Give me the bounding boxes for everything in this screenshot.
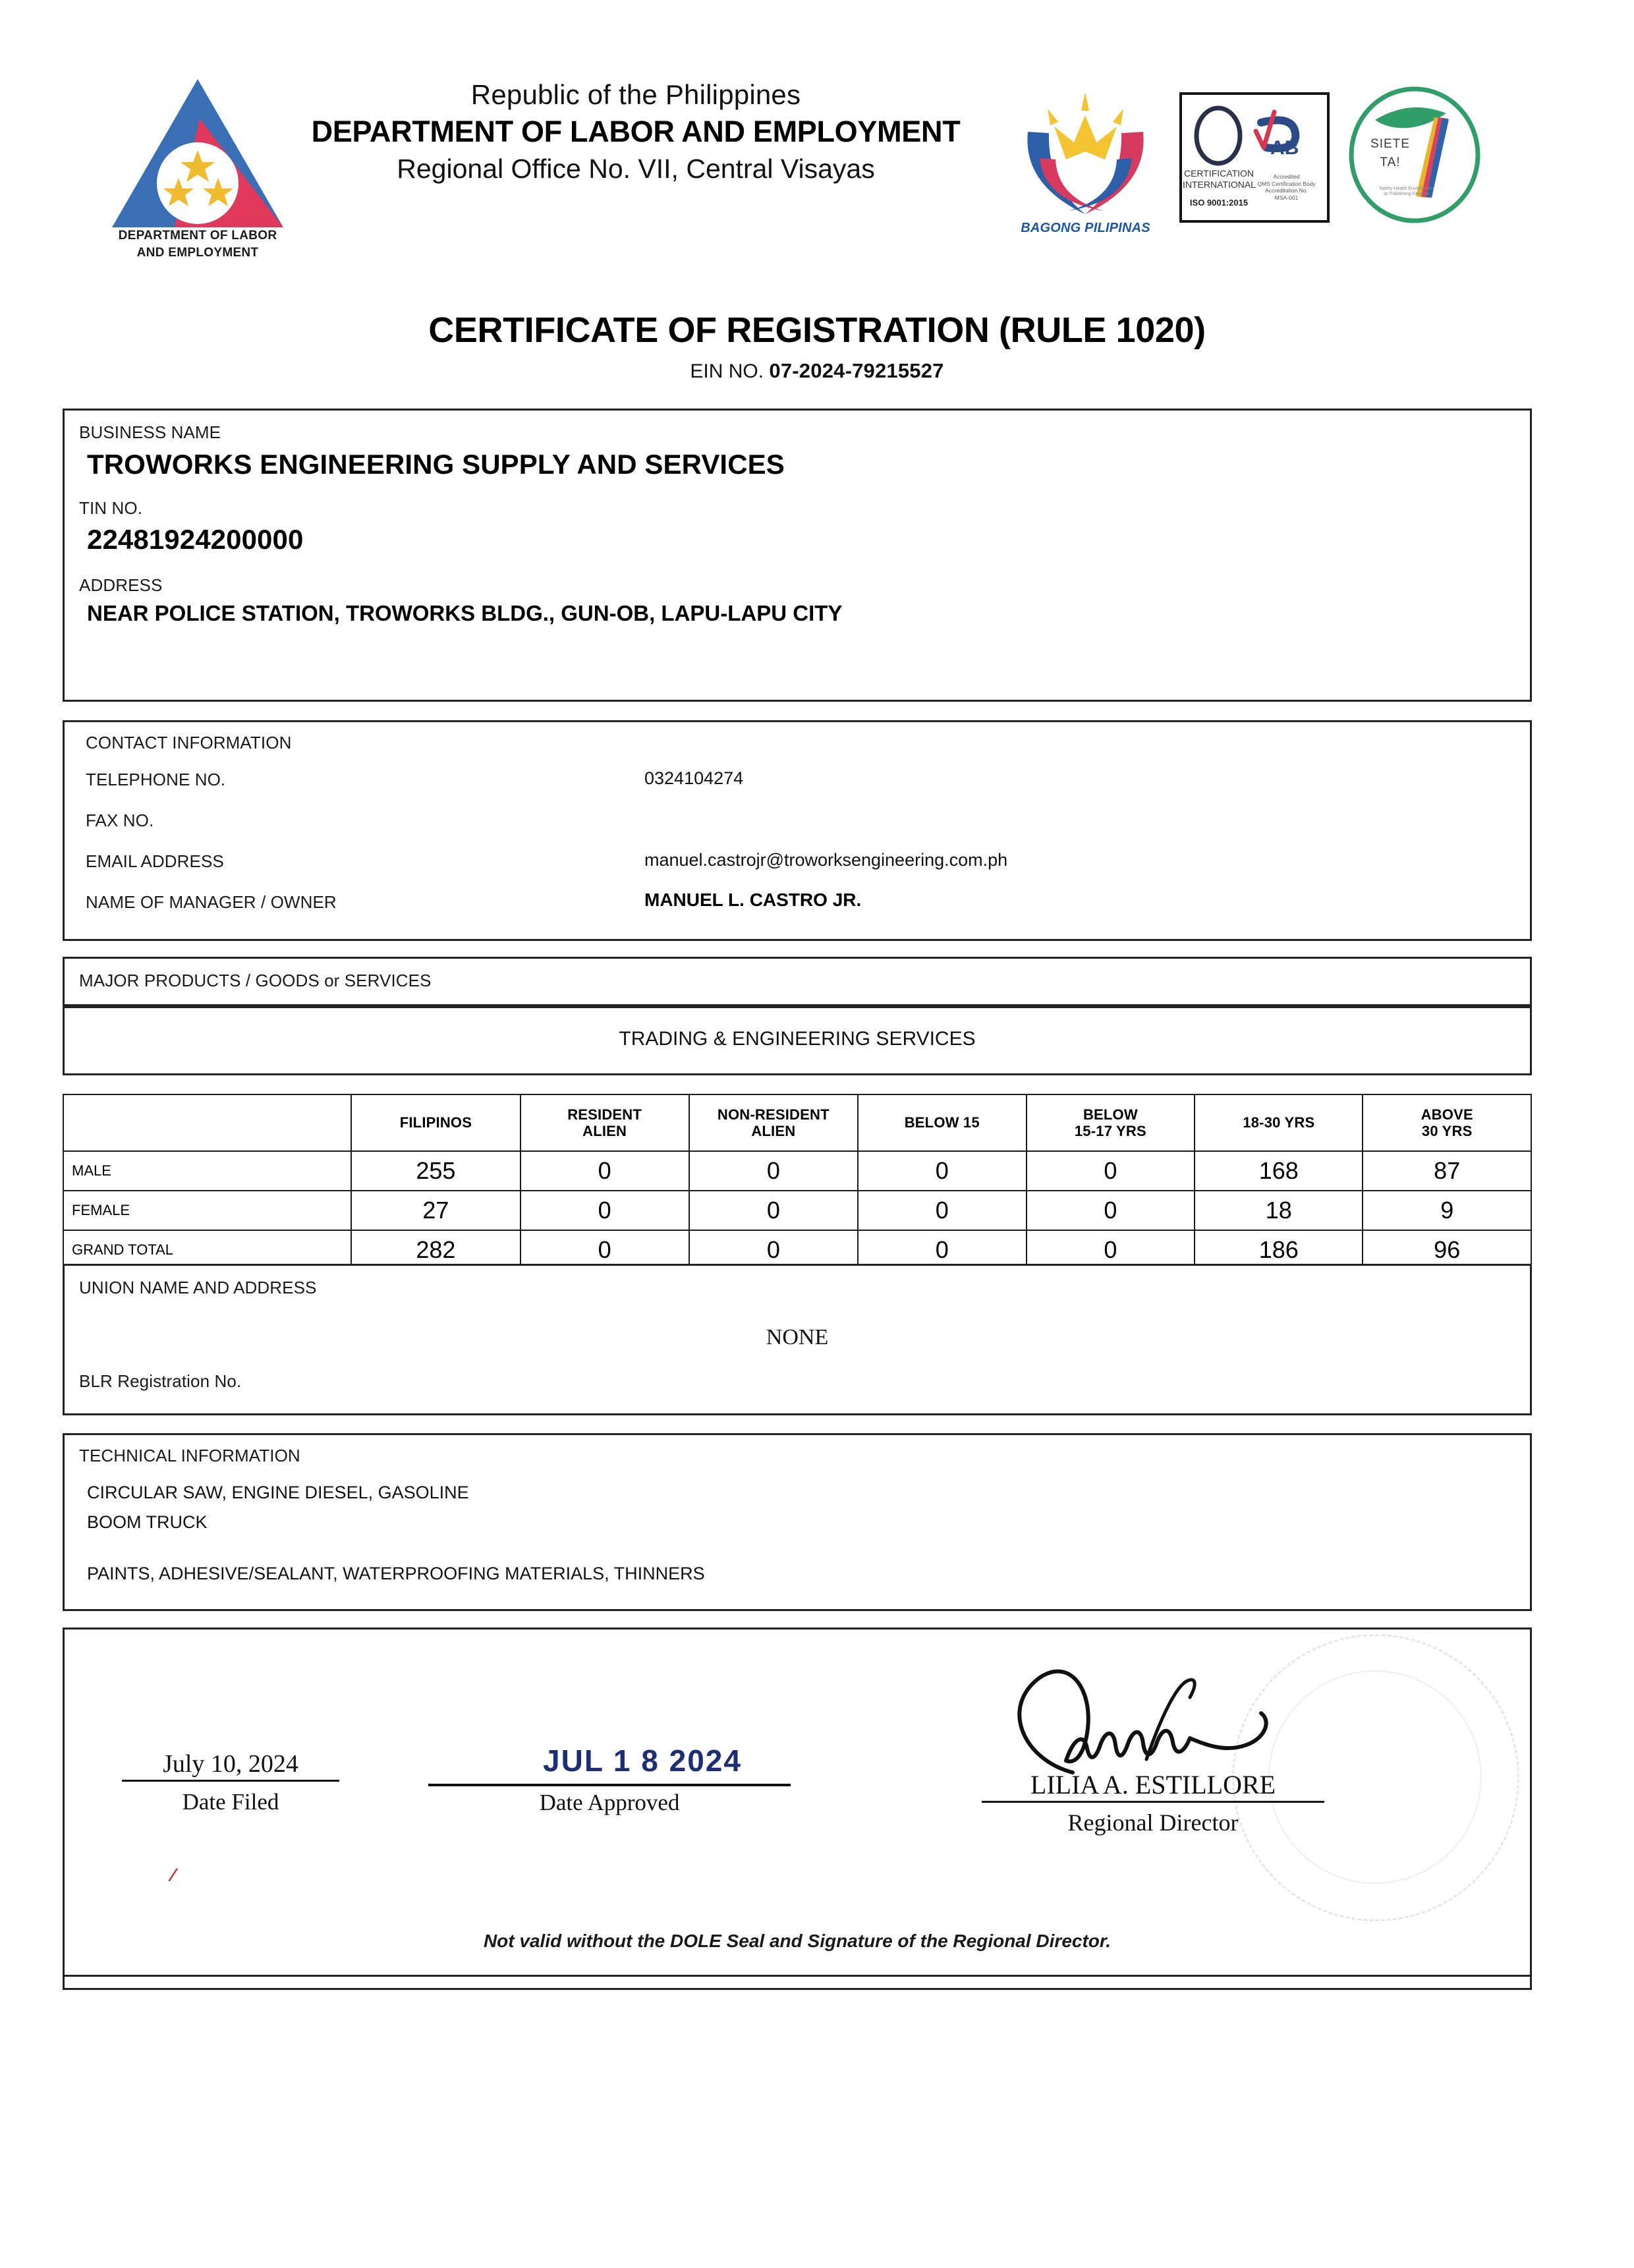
cell-male-below-15-17: 0: [1027, 1151, 1195, 1191]
red-pen-mark-icon: /: [167, 1864, 179, 1887]
cell-male-non-resident-alien: 0: [689, 1151, 858, 1191]
cell-female-filipinos: 27: [351, 1191, 520, 1230]
col-resident-l2: ALIEN: [582, 1123, 627, 1139]
business-info-box: [63, 409, 1532, 702]
business-name-value: TROWORKS ENGINEERING SUPPLY AND SERVICES: [87, 449, 785, 480]
jab-accreditation-label: [1252, 173, 1321, 202]
ein-label: EIN NO.: [690, 360, 764, 382]
address-label: ADDRESS: [79, 575, 163, 595]
ein-number: 07-2024-79215527: [769, 359, 944, 382]
siete-tayo-sublabel: [1357, 186, 1456, 198]
col-below1517-l2: 15-17 YRS: [1074, 1123, 1146, 1139]
col-above30-l2: 30 YRS: [1421, 1123, 1473, 1139]
table-col-blank: [63, 1094, 351, 1151]
table-col-above-30: [1363, 1094, 1531, 1151]
col-1830-l1: 18-30 YRS: [1243, 1114, 1315, 1131]
col-filipinos-l1: FILIPINOS: [399, 1114, 472, 1131]
regional-office-line: Regional Office No. VII, Central Visayas: [397, 154, 875, 184]
jab-line4: MSA-001: [1274, 194, 1299, 201]
major-products-value-box: [63, 1006, 1532, 1075]
date-approved-stamp: JUL 1 8 2024: [543, 1744, 742, 1778]
cell-male-18-30: 168: [1195, 1151, 1363, 1191]
ein-line: [0, 359, 1634, 383]
major-products-label-box: [63, 957, 1532, 1006]
department-line: DEPARTMENT OF LABOR AND EMPLOYMENT: [311, 115, 961, 148]
date-filed-value: July 10, 2024: [122, 1749, 339, 1782]
cell-total-non-resident-alien: 0: [689, 1230, 858, 1270]
cell-female-below-15: 0: [858, 1191, 1027, 1230]
jab-line2: QMS Certification Body: [1257, 180, 1316, 187]
dole-caption-line1: DEPARTMENT OF LABOR: [118, 229, 277, 242]
manager-value: MANUEL L. CASTRO JR.: [644, 890, 862, 910]
business-name-label: BUSINESS NAME: [79, 422, 221, 442]
technical-line-1: CIRCULAR SAW, ENGINE DIESEL, GASOLINE: [87, 1483, 469, 1502]
jab-line1: Accredited: [1273, 173, 1300, 180]
major-products-value: TRADING & ENGINEERING SERVICES: [619, 1028, 976, 1050]
siete-line1: SIETE: [1370, 137, 1410, 151]
table-header-row: [63, 1094, 1531, 1151]
technical-label: TECHNICAL INFORMATION: [79, 1446, 300, 1465]
jab-line3: Accreditation No.: [1265, 187, 1308, 194]
telephone-value: 0324104274: [644, 768, 744, 788]
contact-info-box: [63, 720, 1532, 941]
siete-tayo-label: [1361, 135, 1420, 171]
col-above30-l1: ABOVE: [1421, 1106, 1473, 1123]
svg-text:AB: AB: [1270, 137, 1299, 159]
fax-label: FAX NO.: [86, 810, 154, 830]
union-label: UNION NAME AND ADDRESS: [79, 1278, 317, 1297]
cell-male-resident-alien: 0: [521, 1151, 689, 1191]
cell-male-filipinos: 255: [351, 1151, 520, 1191]
tin-label: TIN NO.: [79, 498, 143, 518]
iso-certification-label: [1183, 168, 1255, 190]
date-filed-label: Date Filed: [182, 1789, 279, 1815]
telephone-label: TELEPHONE NO.: [86, 770, 226, 789]
cell-female-below-15-17: 0: [1027, 1191, 1195, 1230]
row-label-male: MALE: [63, 1151, 351, 1191]
table-row: [63, 1191, 1531, 1230]
table-col-18-30: [1195, 1094, 1363, 1151]
bagong-pilipinas-label: BAGONG PILIPINAS: [1021, 221, 1150, 235]
technical-line-3: PAINTS, ADHESIVE/SEALANT, WATERPROOFING MATERIALS, THINNERS: [87, 1564, 705, 1583]
table-col-below-15: [858, 1094, 1027, 1151]
tin-value: 22481924200000: [87, 524, 304, 555]
cell-male-below-15: 0: [858, 1151, 1027, 1191]
row-label-grand-total: GRAND TOTAL: [63, 1230, 351, 1270]
cell-total-resident-alien: 0: [521, 1230, 689, 1270]
address-value: NEAR POLICE STATION, TROWORKS BLDG., GUN-OB, LAPU-LAPU CITY: [87, 601, 843, 625]
manager-label: NAME OF MANAGER / OWNER: [86, 892, 337, 912]
iso-standard-label: ISO 9001:2015: [1189, 198, 1249, 208]
technical-line-2: BOOM TRUCK: [87, 1512, 208, 1532]
date-approved-rule: [428, 1784, 791, 1786]
director-signature-icon: [988, 1660, 1331, 1782]
director-role: Regional Director: [1067, 1809, 1239, 1836]
footer-note: Not valid without the DOLE Seal and Signature of the Regional Director.: [483, 1931, 1112, 1951]
siete-sub-line2: at Trabahong Desente: [1384, 192, 1430, 197]
cell-female-above-30: 9: [1363, 1191, 1531, 1230]
major-products-label: MAJOR PRODUCTS / GOODS or SERVICES: [79, 971, 432, 990]
table-row: [63, 1151, 1531, 1191]
siete-sub-line1: Safety Health Environment: [1379, 186, 1434, 191]
email-label: EMAIL ADDRESS: [86, 851, 224, 871]
union-info-box: [63, 1264, 1532, 1415]
employee-demographics-table: [63, 1094, 1532, 1270]
contact-section-label: CONTACT INFORMATION: [86, 733, 292, 752]
siete-line2: TA!: [1380, 155, 1401, 169]
table-col-filipinos: [351, 1094, 520, 1151]
cell-total-filipinos: 282: [351, 1230, 520, 1270]
blr-registration-label: BLR Registration No.: [79, 1371, 242, 1391]
union-value: NONE: [766, 1325, 829, 1349]
dole-caption-line2: AND EMPLOYMENT: [136, 245, 259, 260]
cell-total-18-30: 186: [1195, 1230, 1363, 1270]
document-header: [0, 63, 1634, 280]
cell-female-non-resident-alien: 0: [689, 1191, 858, 1230]
dole-logo-caption: [99, 227, 296, 261]
email-value: manuel.castrojr@troworksengineering.com.ph: [644, 850, 1008, 870]
director-name: LILIA A. ESTILLORE: [982, 1769, 1324, 1803]
technical-info-box: [63, 1433, 1532, 1611]
cell-total-below-15-17: 0: [1027, 1230, 1195, 1270]
iso-cert-line2: INTERNATIONAL: [1183, 179, 1256, 190]
table-col-below-15-17: [1027, 1094, 1195, 1151]
table-col-non-resident-alien: [689, 1094, 858, 1151]
certificate-title: CERTIFICATE OF REGISTRATION (RULE 1020): [428, 310, 1206, 350]
cell-total-below-15: 0: [858, 1230, 1027, 1270]
table-col-resident-alien: [521, 1094, 689, 1151]
col-nonresident-l1: NON-RESIDENT: [717, 1106, 830, 1123]
col-below15-l1: BELOW 15: [904, 1114, 980, 1131]
col-below1517-l1: BELOW: [1083, 1106, 1138, 1123]
col-nonresident-l2: ALIEN: [751, 1123, 796, 1139]
republic-line: Republic of the Philippines: [470, 79, 801, 110]
bagong-pilipinas-icon: [1008, 86, 1163, 224]
row-label-female: FEMALE: [63, 1191, 351, 1230]
date-approved-label: Date Approved: [539, 1790, 680, 1815]
iso-cert-line1: CERTIFICATION: [1183, 168, 1254, 179]
cell-total-above-30: 96: [1363, 1230, 1531, 1270]
header-text-block: [277, 79, 995, 184]
cell-female-resident-alien: 0: [521, 1191, 689, 1230]
cell-female-18-30: 18: [1195, 1191, 1363, 1230]
cell-male-above-30: 87: [1363, 1151, 1531, 1191]
col-resident-l1: RESIDENT: [567, 1106, 642, 1123]
